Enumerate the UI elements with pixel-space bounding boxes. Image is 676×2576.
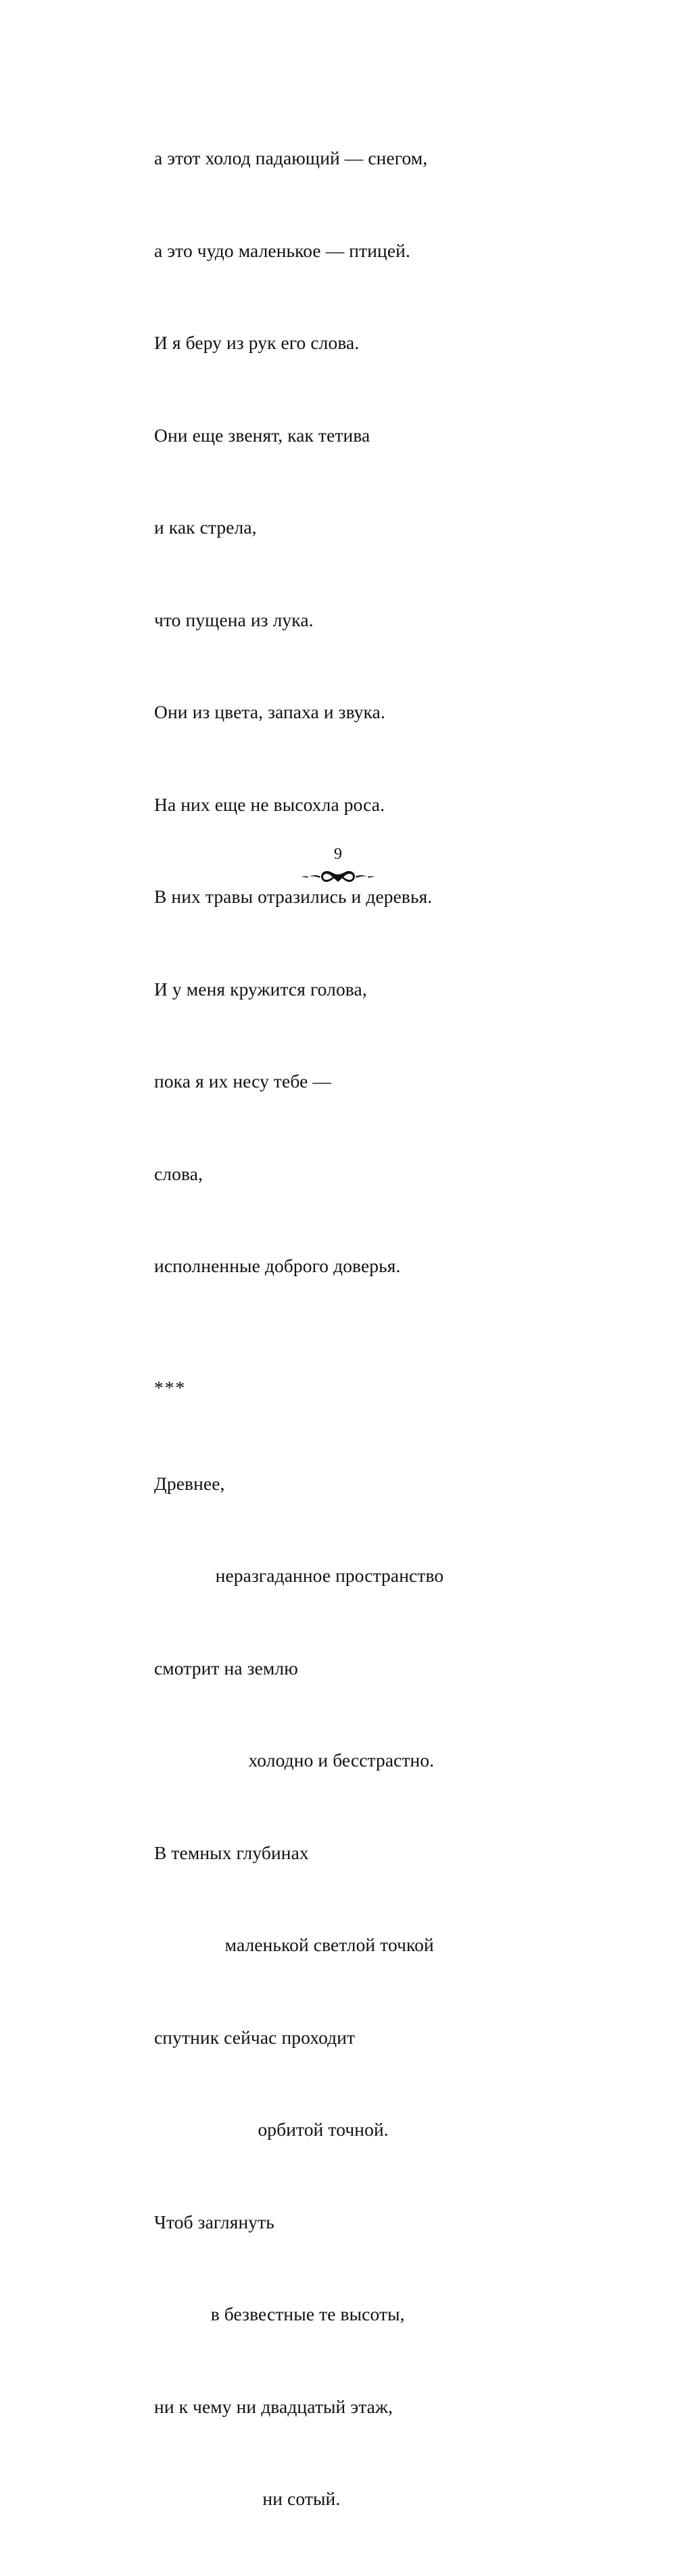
poem-separator: *** <box>154 1376 187 1398</box>
poem-line: Чтоб заглянуть <box>154 2211 274 2232</box>
page-number: 9 <box>334 845 342 863</box>
poem-line: В них травы отразились и деревья. <box>154 886 433 907</box>
poem-line: Они еще звенят, как тетива <box>154 424 370 446</box>
poem-line: маленькой светлой точкой <box>154 1934 434 1955</box>
poem-line: а этот холод падающий — снегом, <box>154 147 428 168</box>
poem-line: слова, <box>154 1163 203 1184</box>
poem-line: И я беру из рук его слова. <box>154 332 360 353</box>
poem-line: ни к чему ни двадцатый этаж, <box>154 2395 393 2417</box>
poem-line: пока я их несу тебе — <box>154 1071 331 1092</box>
poem-line: неразгаданное пространство <box>154 1565 444 1586</box>
poem-line: в безвестные те высоты, <box>154 2303 405 2324</box>
poem-line: Они из цвета, запаха и звука. <box>154 701 385 722</box>
poem-line: ни сотый. <box>154 2488 341 2509</box>
poem-line: что пущена из лука. <box>154 609 314 630</box>
poem-line: и как стрела, <box>154 517 257 538</box>
poem-second <box>154 1407 587 2576</box>
poem-line: И у меня кружится голова, <box>154 978 367 1000</box>
poem-first <box>154 81 587 1343</box>
poem-line: В темных глубинах <box>154 1842 309 1863</box>
poem-line: исполненные доброго доверья. <box>154 1255 401 1276</box>
poem-line: а это чудо маленькое — птицей. <box>154 239 410 261</box>
flourish-ornament-icon <box>0 869 676 890</box>
poem-line: Древнее, <box>154 1472 225 1494</box>
poem-line: На них еще не высохла роса. <box>154 793 385 815</box>
poem-line: орбитой точной. <box>154 2119 389 2140</box>
poem-line: спутник сейчас проходит <box>154 2026 356 2048</box>
poem-line: смотрит на землю <box>154 1657 298 1679</box>
page-text-block <box>154 81 587 2576</box>
poem-line: холодно и бесстрастно. <box>154 1750 435 1771</box>
